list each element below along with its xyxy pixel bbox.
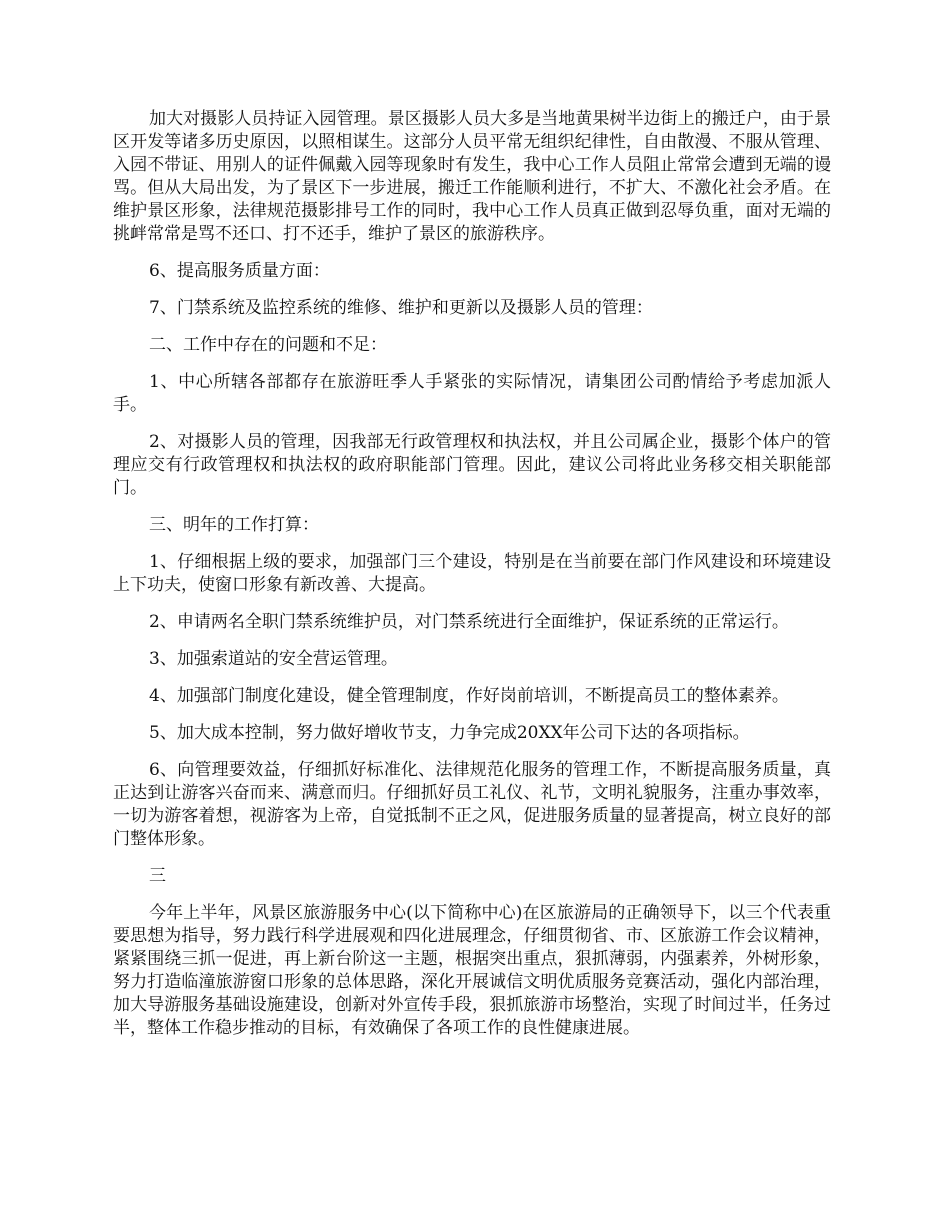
paragraph-access-control: 7、门禁系统及监控系统的维修、维护和更新以及摄影人员的管理： — [149, 298, 653, 318]
paragraph-service-quality: 6、提高服务质量方面： — [149, 261, 330, 281]
paragraph-plan-management-efficiency: 6、向管理要效益，仔细抓好标准化、法律规范化服务的管理工作，不断提高服务质量，真正达到让游客兴奋而来、满意而归。仔细抓好员工礼仪、礼节，文明礼貌服务，注重办事效率，一切为游客着想，视游客为上帝，自觉抵制不正之风，促进服务质量的显著提高，树立良好的部门整体形象。 — [113, 760, 831, 849]
paragraph-half-year-summary: 今年上半年，风景区旅游服务中心(以下简称中心)在区旅游局的正确领导下，以三个代表重要思想为指导，努力践行科学进展观和四化进展理念，仔细贯彻省、市、区旅游工作会议精神，紧紧围绕三抓一促进，再上新台阶这一主题，根据突出重点，狠抓薄弱，内强素养，外树形象，努力打造临潼旅游窗口形象的总体思路，深化开展诚信文明优质服务竞赛活动，强化内部治理，加大导游服务基础设施建设，创新对外宣传手段，狠抓旅游市场整治，实现了时间过半，任务过半，整体工作稳步推动的目标，有效确保了各项工作的良性健康进展。 — [113, 903, 831, 1038]
paragraph-plan-ropeway-safety: 3、加强索道站的安全营运管理。 — [149, 649, 398, 669]
document-body — [113, 108, 831, 1054]
paragraph-plan-construction: 1、仔细根据上级的要求，加强部门三个建设，特别是在当前要在部门作风建设和环境建设上下功夫，使窗口形象有新改善、大提高。 — [113, 552, 831, 595]
paragraph-photographer-management: 加大对摄影人员持证入园管理。景区摄影人员大多是当地黄果树半边街上的搬迁户，由于景区开发等诸多历史原因，以照相谋生。这部分人员平常无组织纪律性，自由散漫、不服从管理、入园不带证、用别人的证件佩戴入园等现象时有发生，我中心工作人员阻止常常会遭到无端的谩骂。但从大局出发，为了景区下一步进展，搬迁工作能顺利进行，不扩大、不激化社会矛盾。在维护景区形象，法律规范摄影排号工作的同时，我中心工作人员真正做到忍辱负重，面对无端的挑衅常常是骂不还口、打不还手，维护了景区的旅游秩序。 — [113, 109, 831, 244]
paragraph-plan-cost-control: 5、加大成本控制，努力做好增收节支，力争完成20XX年公司下达的各项指标。 — [149, 723, 750, 743]
paragraph-plan-institution: 4、加强部门制度化建设，健全管理制度，作好岗前培训，不断提高员工的整体素养。 — [149, 686, 789, 706]
section-heading-problems: 二、工作中存在的问题和不足： — [149, 335, 387, 355]
paragraph-plan-maintenance-staff: 2、申请两名全职门禁系统维护员，对门禁系统进行全面维护，保证系统的正常运行。 — [149, 612, 789, 632]
section-number-three: 三 — [149, 866, 166, 886]
paragraph-problem-staffing: 1、中心所辖各部都存在旅游旺季人手紧张的实际情况，请集团公司酌情给予考虑加派人手。 — [113, 372, 831, 415]
section-heading-next-year: 三、明年的工作打算： — [149, 515, 319, 535]
paragraph-problem-photographers: 2、对摄影人员的管理，因我部无行政管理权和执法权，并且公司属企业，摄影个体户的管理应交有行政管理权和执法权的政府职能部门管理。因此，建议公司将此业务移交相关职能部门。 — [113, 432, 831, 498]
